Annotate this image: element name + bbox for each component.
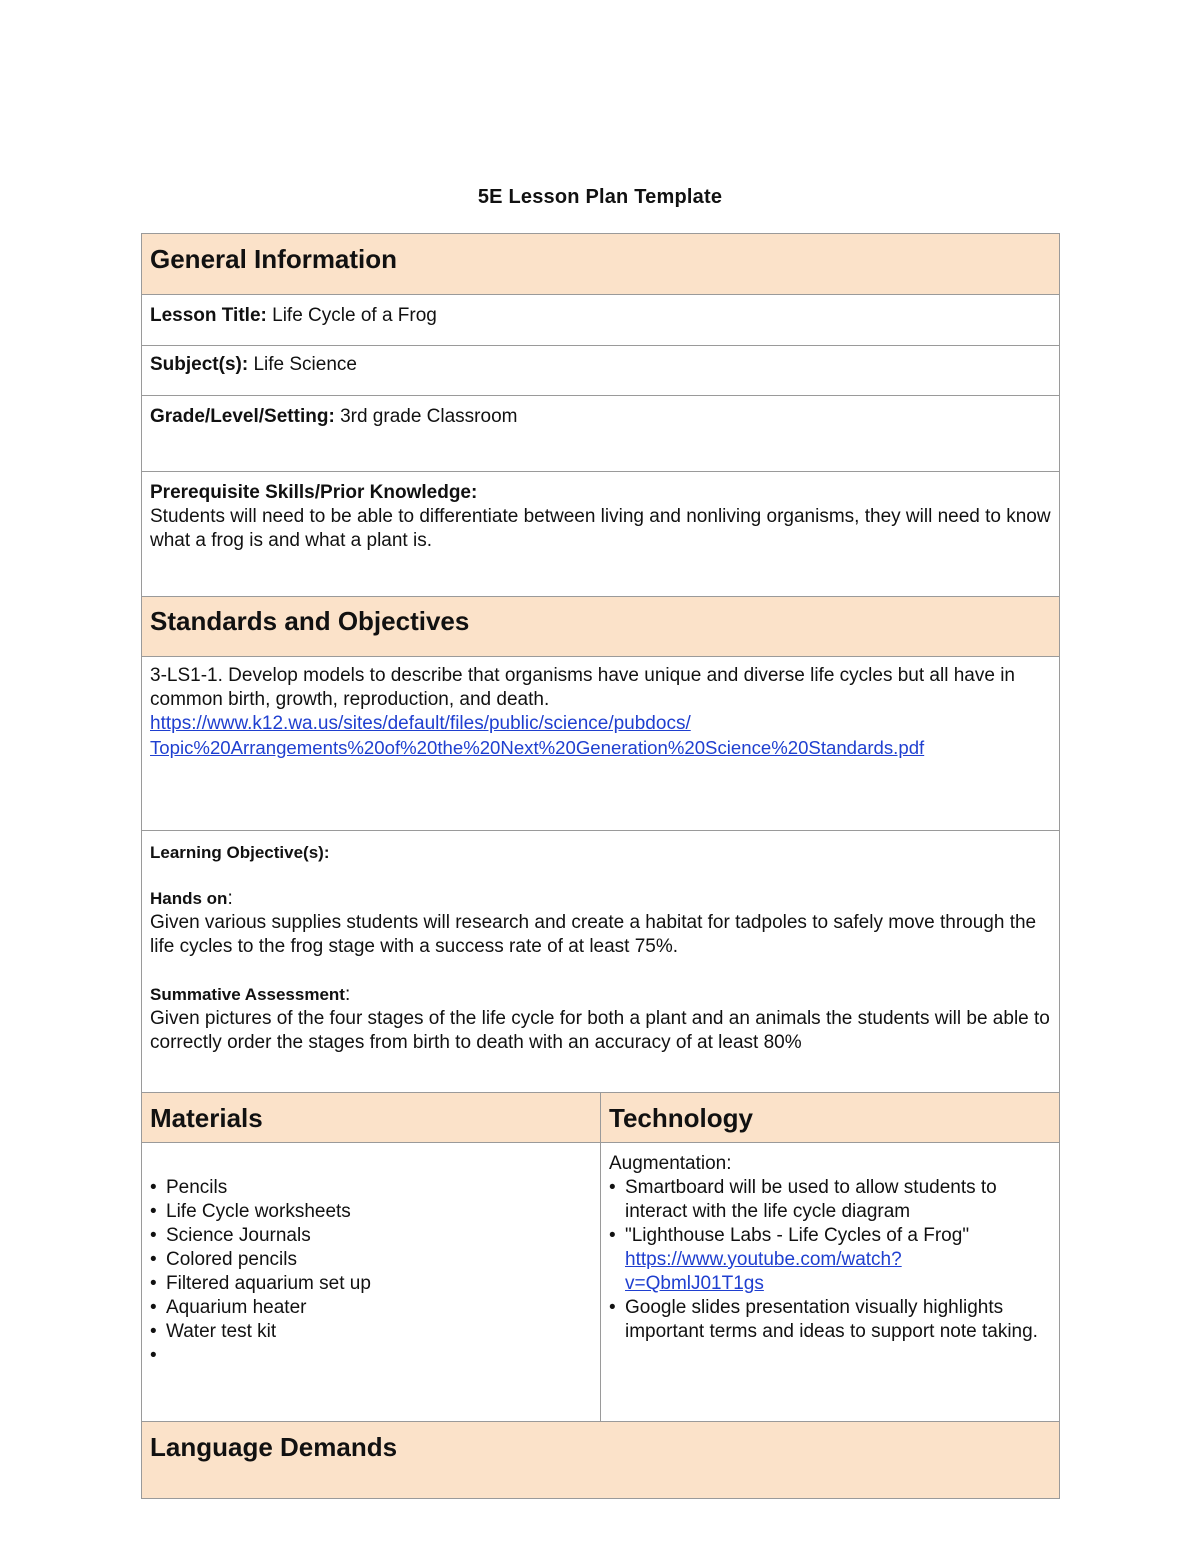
summative-colon: : xyxy=(344,984,351,1005)
document-title: 5E Lesson Plan Template xyxy=(477,186,723,208)
standard-text: 3-LS1-1. Develop models to describe that organisms have unique and diverse life cycles but all have in common birth, growth, reproduction, and death. xyxy=(150,665,1015,710)
materials-technology-row xyxy=(142,1143,1060,1422)
grade-value: 3rd grade Classroom xyxy=(340,406,518,427)
general-header-row xyxy=(142,234,1060,295)
prerequisite-row xyxy=(142,472,1060,597)
lesson-title-row xyxy=(142,295,1060,346)
objectives-cell xyxy=(142,831,1060,1093)
materials-heading: Materials xyxy=(150,1103,263,1133)
standards-link-line-2[interactable]: Topic%20Arrangements%20of%20the%20Next%20Generation%20Science%20Standards.pdf xyxy=(150,737,925,758)
list-item: • Science Journals xyxy=(150,1224,592,1248)
list-item: • Aquarium heater xyxy=(150,1296,592,1320)
list-item: • Smartboard will be used to allow students to interact with the life cycle diagram xyxy=(609,1176,1051,1224)
materials-cell xyxy=(142,1143,601,1422)
materials-list xyxy=(150,1176,592,1368)
standard-cell xyxy=(142,657,1060,831)
list-item: • Life Cycle worksheets xyxy=(150,1200,592,1224)
subject-cell xyxy=(142,346,1060,396)
objectives-row xyxy=(142,831,1060,1093)
video-link-line-1[interactable]: https://www.youtube.com/watch? xyxy=(625,1249,902,1270)
standards-header-cell xyxy=(142,597,1060,657)
lesson-title-cell xyxy=(142,295,1060,346)
lesson-title-label: Lesson Title: xyxy=(150,305,267,326)
list-item: • Colored pencils xyxy=(150,1248,592,1272)
grade-row xyxy=(142,396,1060,472)
technology-header-cell xyxy=(601,1093,1060,1143)
materials-header-cell xyxy=(142,1093,601,1143)
lesson-title-value: Life Cycle of a Frog xyxy=(272,305,437,326)
augmentation-label: Augmentation: xyxy=(609,1153,732,1174)
hands-on-label: Hands on xyxy=(150,889,228,908)
list-item: • Filtered aquarium set up xyxy=(150,1272,592,1296)
technology-heading: Technology xyxy=(609,1103,753,1133)
technology-list xyxy=(609,1176,1051,1344)
list-item: • Pencils xyxy=(150,1176,592,1200)
list-item xyxy=(150,1344,592,1368)
subject-value: Life Science xyxy=(253,354,357,375)
hands-on-colon: : xyxy=(227,888,233,909)
language-header-row xyxy=(142,1422,1060,1499)
hands-on-text: Given various supplies students will research and create a habitat for tadpoles to safely move through the life cycles to the frog stage with a success rate of at least 75%. xyxy=(150,912,1037,957)
standards-header-row xyxy=(142,597,1060,657)
learning-objectives-label: Learning Objective(s): xyxy=(150,843,330,862)
prerequisite-text: Students will need to be able to differentiate between living and nonliving organisms, they will need to know what a frog is and what a plant is. xyxy=(150,506,1051,551)
subject-label: Subject(s): xyxy=(150,354,249,375)
video-link-line-2[interactable]: v=QbmlJ01T1gs xyxy=(625,1273,764,1294)
language-demands-heading: Language Demands xyxy=(150,1432,398,1462)
video-title: • "Lighthouse Labs - Life Cycles of a Frog" xyxy=(625,1225,970,1246)
list-item xyxy=(609,1224,1051,1296)
general-header-cell xyxy=(142,234,1060,295)
standards-heading: Standards and Objectives xyxy=(150,606,470,636)
technology-cell xyxy=(601,1143,1060,1422)
standard-row xyxy=(142,657,1060,831)
lesson-plan-table xyxy=(141,233,1060,1499)
subject-row xyxy=(142,346,1060,396)
language-header-cell xyxy=(142,1422,1060,1499)
grade-label: Grade/Level/Setting: xyxy=(150,406,335,427)
list-item: • Google slides presentation visually highlights important terms and ideas to support note taking. xyxy=(609,1296,1051,1344)
general-information-heading: General Information xyxy=(150,244,398,274)
materials-technology-header-row xyxy=(142,1093,1060,1143)
prerequisite-label: Prerequisite Skills/Prior Knowledge: xyxy=(150,482,478,503)
summative-assessment-label: Summative Assessment xyxy=(150,985,345,1004)
summative-assessment-text: Given pictures of the four stages of the life cycle for both a plant and an animals the students will be able to correctly order the stages from birth to death with an accuracy of at least 80% xyxy=(150,1008,1050,1053)
grade-cell xyxy=(142,396,1060,472)
list-item: • Water test kit xyxy=(150,1320,592,1344)
standards-link-line-1[interactable]: https://www.k12.wa.us/sites/default/files/public/science/pubdocs/ xyxy=(150,713,691,734)
prerequisite-cell xyxy=(142,472,1060,597)
